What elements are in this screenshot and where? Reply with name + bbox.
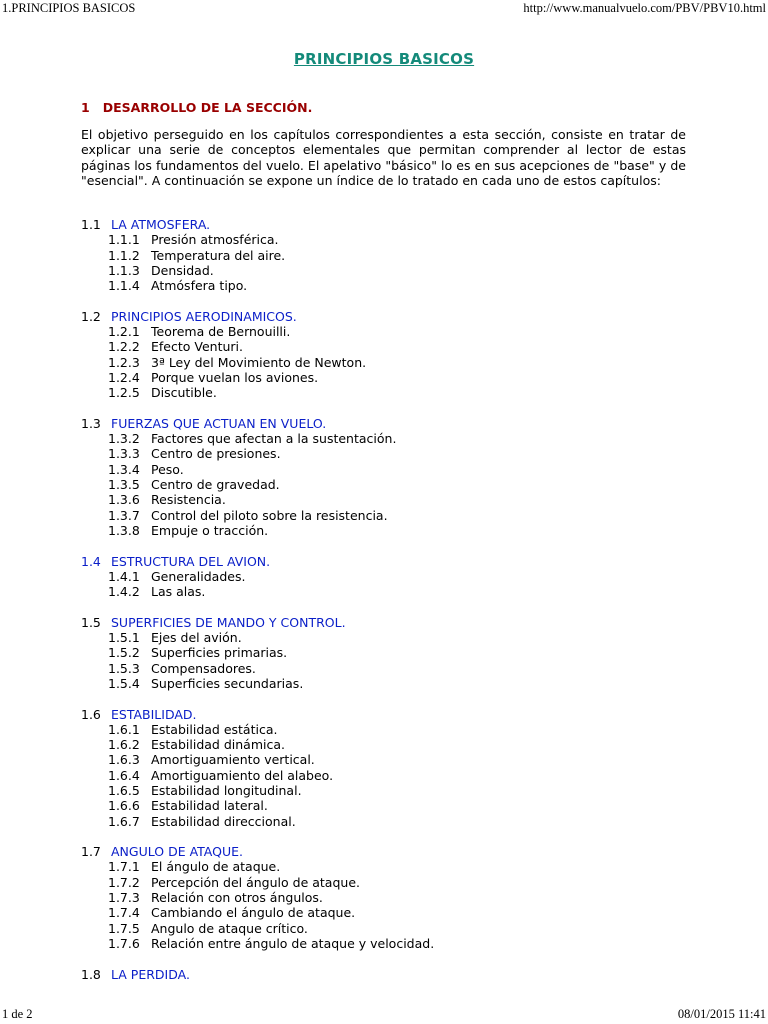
toc-subitem-label: El ángulo de ataque. [151,859,281,875]
toc-subitem [81,936,701,951]
toc-subitem-label: Factores que afectan a la sustentación. [151,431,397,447]
toc-subitem [81,722,701,737]
toc-subitem-label: Control del piloto sobre la resistencia. [151,507,388,523]
toc-group [81,416,701,538]
toc-subitem-number: 1.4.1 [108,568,140,584]
toc-subitem [81,859,701,874]
toc-chapter-number: 1.5 [81,614,101,630]
toc-subitem-number: 1.2.5 [108,385,140,401]
toc-subitem [81,584,701,599]
toc-chapter-number: 1.1 [81,217,101,232]
toc-subitem-number: 1.6.6 [108,798,140,814]
intro-paragraph: El objetivo perseguido en los capítulos correspondientes a esta sección, consiste en tratar de explicar una serie de conceptos elementales que permitan comprender al lector de estas páginas los fundamentos del vuelo. El apelativo "básico" lo es en sus acepciones de "base" y de "esencial". A continuación se expone un índice de lo tratado en cada uno de estos capítulos: [81,127,686,188]
toc-subitem-number: 1.4.2 [108,584,140,600]
toc-subitem [81,814,701,829]
toc-subitem [81,508,701,523]
toc-chapter [81,615,701,630]
toc-chapter-link[interactable]: LA PERDIDA. [111,966,190,982]
toc-subitem-number: 1.3.6 [108,492,140,508]
toc-subitem-label: Las alas. [151,584,206,600]
toc-group [81,554,701,600]
toc-subitem-label: Peso. [151,461,184,477]
toc-subitem [81,278,701,293]
toc-subitem-label: Ejes del avión. [151,630,242,646]
toc-chapter [81,416,701,431]
toc-chapter-link[interactable]: PRINCIPIOS AERODINAMICOS. [111,308,297,324]
toc-subitem-number: 1.5.1 [108,630,140,646]
toc-group [81,615,701,691]
toc-chapter-link[interactable]: ANGULO DE ATAQUE. [111,844,244,860]
toc-subitem-number: 1.5.2 [108,645,140,661]
toc-subitem-label: Discutible. [151,385,217,401]
toc-subitem-number: 1.3.2 [108,431,140,447]
toc-group [81,217,701,293]
toc-subitem-label: Resistencia. [151,492,226,508]
toc-subitem-number: 1.1.3 [108,262,140,278]
toc-subitem-label: Superficies primarias. [151,645,288,661]
toc-chapter-link[interactable]: FUERZAS QUE ACTUAN EN VUELO. [111,415,327,431]
toc-subitem [81,921,701,936]
toc-subitem [81,737,701,752]
toc-subitem-label: 3ª Ley del Movimiento de Newton. [151,354,367,370]
toc-group [81,707,701,829]
toc-chapter [81,844,701,859]
toc-subitem-number: 1.1.4 [108,278,140,294]
toc-subitem-label: Superficies secundarias. [151,675,304,691]
toc-subitem-number: 1.6.7 [108,813,140,829]
toc-subitem-number: 1.3.3 [108,446,140,462]
toc-subitem-number: 1.6.3 [108,752,140,768]
toc-subitem [81,370,701,385]
toc-subitem [81,569,701,584]
toc-subitem [81,431,701,446]
print-header-title: 1.PRINCIPIOS BASICOS [2,1,136,15]
toc-chapter-link[interactable]: LA ATMOSFERA. [111,217,211,232]
toc-subitem [81,630,701,645]
toc-subitem-number: 1.3.7 [108,507,140,523]
toc-subitem-number: 1.6.5 [108,782,140,798]
toc-subitem-label: Amortiguamiento del alabeo. [151,767,334,783]
section-heading [81,100,312,115]
toc-subitem [81,752,701,767]
toc-subitem-number: 1.6.2 [108,737,140,753]
toc-subitem-label: Efecto Venturi. [151,339,243,355]
toc-subitem [81,645,701,660]
toc-subitem-label: Compensadores. [151,660,256,676]
toc-subitem-label: Centro de gravedad. [151,477,280,493]
toc-subitem-label: Centro de presiones. [151,446,281,462]
toc-subitem-number: 1.3.5 [108,477,140,493]
toc-subitem [81,890,701,905]
print-footer-datetime: 08/01/2015 11:41 [677,1007,766,1021]
toc-subitem-number: 1.1.1 [108,232,140,248]
toc-subitem-number: 1.5.3 [108,660,140,676]
print-footer-page: 1 de 2 [2,1007,33,1021]
toc-subitem-label: Teorema de Bernouilli. [151,324,291,340]
toc-subitem-label: Atmósfera tipo. [151,278,248,294]
toc-group [81,309,701,401]
toc-subitem-number: 1.7.3 [108,890,140,906]
toc-subitem [81,875,701,890]
toc-subitem-number: 1.7.6 [108,935,140,951]
toc-subitem-label: Generalidades. [151,568,246,584]
toc-subitem-number: 1.3.4 [108,461,140,477]
print-footer [0,1006,768,1022]
toc-subitem [81,905,701,920]
toc-subitem-number: 1.2.3 [108,354,140,370]
toc-subitem-label: Estabilidad longitudinal. [151,782,302,798]
table-of-contents [81,217,701,997]
toc-subitem-label: Densidad. [151,262,214,278]
toc-subitem [81,446,701,461]
print-header-url: http://www.manualvuelo.com/PBV/PBV10.html [523,1,766,15]
toc-subitem-number: 1.7.4 [108,905,140,921]
toc-subitem [81,477,701,492]
toc-subitem [81,492,701,507]
toc-subitem-number: 1.3.8 [108,522,140,538]
toc-group [81,844,701,951]
section-number: 1 [81,100,90,115]
toc-subitem [81,339,701,354]
toc-subitem-label: Estabilidad dinámica. [151,737,285,753]
toc-subitem-label: Temperatura del aire. [151,247,286,263]
toc-chapter-number: 1.8 [81,966,101,982]
toc-chapter-link[interactable]: SUPERFICIES DE MANDO Y CONTROL. [111,614,346,630]
toc-chapter-number: 1.3 [81,415,101,431]
toc-chapter-link[interactable]: ESTRUCTURA DEL AVION. [111,553,271,569]
toc-subitem [81,232,701,247]
toc-group [81,967,701,982]
toc-chapter [81,554,701,569]
toc-subitem-label: Angulo de ataque crítico. [151,920,308,936]
toc-subitem-label: Presión atmosférica. [151,232,279,248]
toc-subitem [81,355,701,370]
toc-subitem-label: Estabilidad direccional. [151,813,296,829]
toc-subitem-number: 1.7.1 [108,859,140,875]
toc-subitem [81,248,701,263]
toc-subitem-label: Estabilidad lateral. [151,798,268,814]
toc-subitem [81,523,701,538]
toc-subitem [81,798,701,813]
toc-subitem-number: 1.1.2 [108,247,140,263]
toc-subitem [81,676,701,691]
toc-subitem [81,324,701,339]
toc-chapter [81,309,701,324]
toc-chapter-number[interactable]: 1.4 [81,553,101,569]
toc-subitem-number: 1.5.4 [108,675,140,691]
toc-subitem [81,768,701,783]
toc-subitem [81,783,701,798]
toc-subitem-label: Estabilidad estática. [151,721,278,737]
toc-subitem-label: Empuje o tracción. [151,522,269,538]
toc-subitem-number: 1.6.4 [108,767,140,783]
toc-subitem-label: Relación entre ángulo de ataque y velocidad. [151,935,435,951]
toc-chapter-number: 1.2 [81,308,101,324]
toc-chapter [81,707,701,722]
toc-chapter-link[interactable]: ESTABILIDAD. [111,706,197,722]
print-header [0,0,768,16]
toc-subitem [81,385,701,400]
page-title: PRINCIPIOS BASICOS [293,50,475,68]
toc-subitem [81,661,701,676]
toc-chapter-number: 1.7 [81,844,101,860]
toc-subitem-label: Relación con otros ángulos. [151,890,323,906]
toc-subitem-number: 1.2.2 [108,339,140,355]
toc-subitem-number: 1.6.1 [108,721,140,737]
section-heading-text: DESARROLLO DE LA SECCIÓN. [102,100,313,115]
toc-chapter-number: 1.6 [81,706,101,722]
toc-chapter [81,967,701,982]
toc-subitem-label: Amortiguamiento vertical. [151,752,315,768]
toc-chapter [81,217,701,232]
toc-subitem-number: 1.2.1 [108,324,140,340]
toc-subitem-number: 1.7.2 [108,874,140,890]
toc-subitem-label: Percepción del ángulo de ataque. [151,874,360,890]
toc-subitem-label: Porque vuelan los aviones. [151,369,319,385]
toc-subitem-number: 1.7.5 [108,920,140,936]
toc-subitem [81,462,701,477]
toc-subitem-number: 1.2.4 [108,369,140,385]
toc-subitem [81,263,701,278]
toc-subitem-label: Cambiando el ángulo de ataque. [151,905,356,921]
